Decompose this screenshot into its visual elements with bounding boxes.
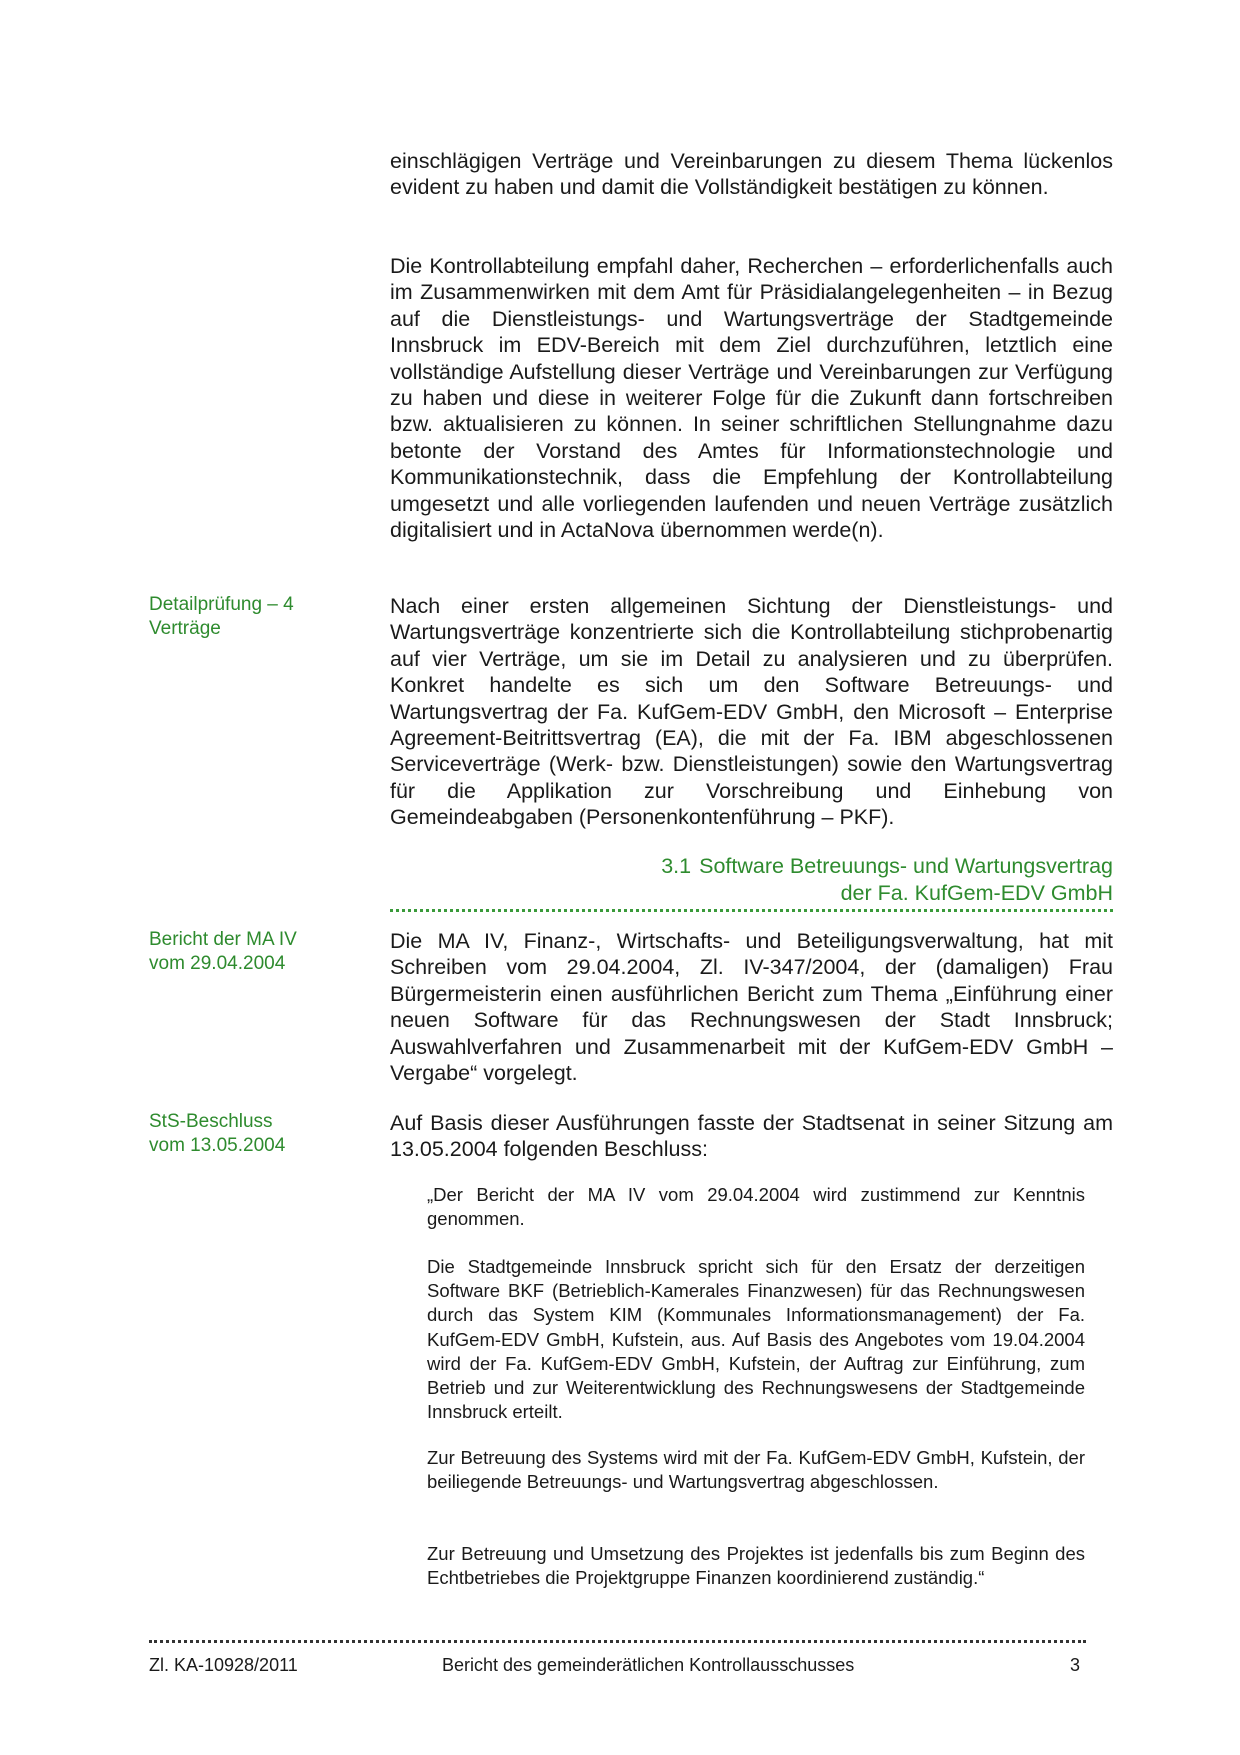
paragraph-bericht: Die MA IV, Finanz-, Wirtschafts- und Beteiligungsverwaltung, hat mit Schreiben vom 29.04.2004, Zl. IV-347/2004, der (damaligen) Frau Bürgermeisterin einen ausführlichen Bericht zum Thema „Einführung einer neuen Software für das Rechnungswesen der Stadt Innsbruck; Auswahlverfahren und Zusammenarbeit mit der KufGem-EDV GmbH – Vergabe“ vorgelegt. <box>390 929 1113 1086</box>
margin-note-text: Detailprüfung – 4 Verträge <box>149 594 294 639</box>
paragraph-recommendation: Die Kontrollabteilung empfahl daher, Recherchen – erforderlichenfalls auch im Zusammenwirken mit dem Amt für Präsidialangelegenheiten – in Bezug auf die Dienstleistungs- und Wartungsverträge der Stadtgemeinde Innsbruck im EDV-Bereich mit dem Ziel durchzuführen, letztlich eine vollständige Aufstellung dieser Verträge und Vereinbarungen zur Verfügung zu haben und diese in weiterer Folge für die Zukunft dann fortschreiben bzw. aktualisieren zu können. In seiner schriftlichen Stellungnahme dazu betonte der Vorstand des Amtes für Informationstechnologie und Kommunikationstechnik, dass die Empfehlung der Kontrollabteilung umgesetzt und alle vorliegenden laufenden und neuen Verträge zusätzlich digitalisiert und in ActaNova übernommen werde(n). <box>390 254 1113 543</box>
margin-note-detailpruefung <box>149 593 369 641</box>
quote-paragraph-1: „Der Bericht der MA IV vom 29.04.2004 wird zustimmend zur Kenntnis genommen. <box>427 1184 1085 1230</box>
footer-title: Bericht des gemeinderätlichen Kontrollausschusses <box>442 1655 855 1675</box>
section-heading <box>390 853 1113 907</box>
quote-paragraph-2: Die Stadtgemeinde Innsbruck spricht sich für den Ersatz der derzeitigen Software BKF (Betrieblich-Kamerales Finanzwesen) für das Rechnungswesen durch das System KIM (Kommunales Informationsmanagement) der Fa. KufGem-EDV GmbH, Kufstein, aus. Auf Basis des Angebotes vom 19.04.2004 wird der Fa. KufGem-EDV GmbH, Kufstein, der Auftrag zur Einführung, zum Betrieb und zur Weiterentwicklung des Rechnungswesens der Stadtgemeinde Innsbruck erteilt. <box>427 1256 1085 1423</box>
paragraph-beschluss: Auf Basis dieser Ausführungen fasste der Stadtsenat in seiner Sitzung am 13.05.2004 folgenden Beschluss: <box>390 1111 1113 1162</box>
section-number: 3.1 <box>661 854 692 878</box>
section-divider <box>390 909 1113 912</box>
margin-note-text: StS-Beschluss vom 13.05.2004 <box>149 1111 286 1156</box>
section-title-line2: der Fa. KufGem-EDV GmbH <box>840 881 1113 905</box>
quote-paragraph-3: Zur Betreuung des Systems wird mit der Fa. KufGem-EDV GmbH, Kufstein, der beiliegende Betreuungs- und Wartungsvertrag abgeschlossen. <box>427 1447 1085 1493</box>
section-title-line1: Software Betreuungs- und Wartungsvertrag <box>699 854 1113 878</box>
margin-note-sts <box>149 1110 369 1158</box>
page-number: 3 <box>1070 1655 1081 1675</box>
paragraph-detail-review: Nach einer ersten allgemeinen Sichtung der Dienstleistungs- und Wartungsverträge konzentrierte sich die Kontrollabteilung stichprobenartig auf vier Verträge, um sie im Detail zu analysieren und zu überprüfen. Konkret handelte es sich um den Software Betreuungs- und Wartungsvertrag der Fa. KufGem-EDV GmbH, den Microsoft – Enterprise Agreement-Beitrittsvertrag (EA), die mit der Fa. IBM abgeschlossenen Serviceverträge (Werk- bzw. Dienstleistungen) sowie den Wartungsvertrag für die Applikation zur Vorschreibung und Einhebung von Gemeindeabgaben (Personenkontenführung – PKF). <box>390 594 1113 830</box>
margin-note-text: Bericht der MA IV vom 29.04.2004 <box>149 929 297 974</box>
footer-reference: Zl. KA-10928/2011 <box>149 1655 298 1675</box>
footer-divider <box>149 1640 1086 1643</box>
margin-note-bericht <box>149 928 369 976</box>
paragraph-intro: einschlägigen Verträge und Vereinbarungen zu diesem Thema lückenlos evident zu haben und damit die Vollständigkeit bestätigen zu können. <box>390 149 1113 200</box>
quote-paragraph-4: Zur Betreuung und Umsetzung des Projektes ist jedenfalls bis zum Beginn des Echtbetriebes die Projektgruppe Finanzen koordinierend zuständig.“ <box>427 1543 1085 1589</box>
